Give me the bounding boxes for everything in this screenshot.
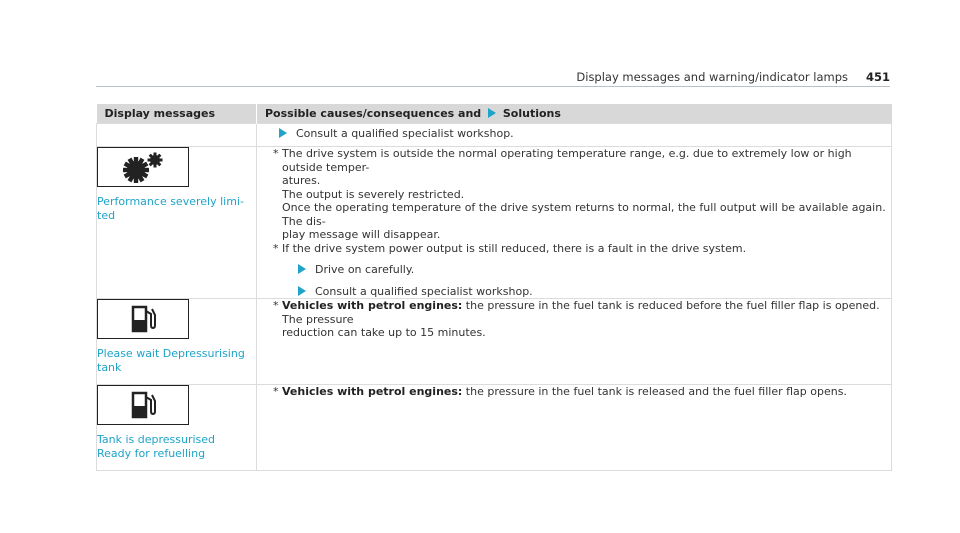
table-row xyxy=(97,124,892,147)
cause-text-continued: atures. xyxy=(282,174,321,187)
table-row xyxy=(97,385,892,471)
header-rule xyxy=(96,86,890,87)
action-arrow-icon xyxy=(298,264,306,274)
col-header-solutions: Solutions xyxy=(502,107,561,120)
action-line xyxy=(257,127,891,141)
vehicle-type-label: Vehicles with petrol engines: xyxy=(282,385,463,398)
action-text: Drive on carefully. xyxy=(315,263,415,276)
solution-arrow-icon xyxy=(488,108,496,118)
action-arrow-icon xyxy=(279,128,287,138)
vehicle-type-label: Vehicles with petrol engines: xyxy=(282,299,463,312)
display-messages-table xyxy=(96,104,892,471)
display-message-text: Performance severely limi- ted xyxy=(97,195,244,222)
message-cell xyxy=(97,147,257,299)
fuel-pump-icon xyxy=(97,299,189,339)
message-cell xyxy=(97,124,257,147)
page-number: 451 xyxy=(865,70,890,84)
cause-text: * The drive system is outside the normal operating temperature range, e.g. due to extremely low or high outside temper- xyxy=(273,147,852,174)
message-cell xyxy=(97,385,257,471)
fuel-pump-icon xyxy=(97,385,189,425)
action-text: Consult a qualified specialist workshop. xyxy=(315,284,533,298)
solution-cell xyxy=(257,124,892,147)
message-cell xyxy=(97,299,257,385)
footnote-star: * xyxy=(273,299,279,312)
cause-description: the pressure in the fuel tank is released and the fuel filler flap opens. xyxy=(462,385,847,398)
info-text-continued: play message will disappear. xyxy=(282,228,441,241)
overheating-gears-icon xyxy=(97,147,189,187)
cause-text-continued: reduction can take up to 15 minutes. xyxy=(282,326,486,339)
running-title: Display messages and warning/indicator lamps xyxy=(576,70,848,84)
info-text: Once the operating temperature of the drive system returns to normal, the full output will be available again. The dis- xyxy=(282,201,886,228)
table-row xyxy=(97,147,892,299)
action-line xyxy=(273,263,891,277)
display-message-text: Please wait Depressurising tank xyxy=(97,347,245,374)
solution-cell xyxy=(257,299,892,385)
display-message-text: Tank is depressurised Ready for refuelling xyxy=(97,433,216,460)
col-header-causes-solutions xyxy=(257,104,892,124)
action-arrow-icon xyxy=(298,286,306,296)
action-text: Consult a qualified specialist workshop. xyxy=(296,127,514,140)
table-row xyxy=(97,299,892,385)
cause-text: * If the drive system power output is still reduced, there is a fault in the drive system. xyxy=(273,241,747,255)
col-header-display-messages: Display messages xyxy=(97,104,257,124)
cause-text xyxy=(273,385,891,399)
action-line xyxy=(273,285,891,299)
footnote-star: * xyxy=(273,385,279,398)
solution-cell xyxy=(257,385,892,471)
cause-description: the pressure in the fuel tank is reduced before the fuel filler flap is opened. The pressure xyxy=(282,299,880,326)
consequence-text: The output is severely restricted. xyxy=(282,187,465,201)
col-header-causes: Possible causes/consequences and xyxy=(265,107,482,120)
table-header-row xyxy=(97,104,892,124)
solution-cell xyxy=(257,147,892,299)
cause-text xyxy=(273,299,891,326)
